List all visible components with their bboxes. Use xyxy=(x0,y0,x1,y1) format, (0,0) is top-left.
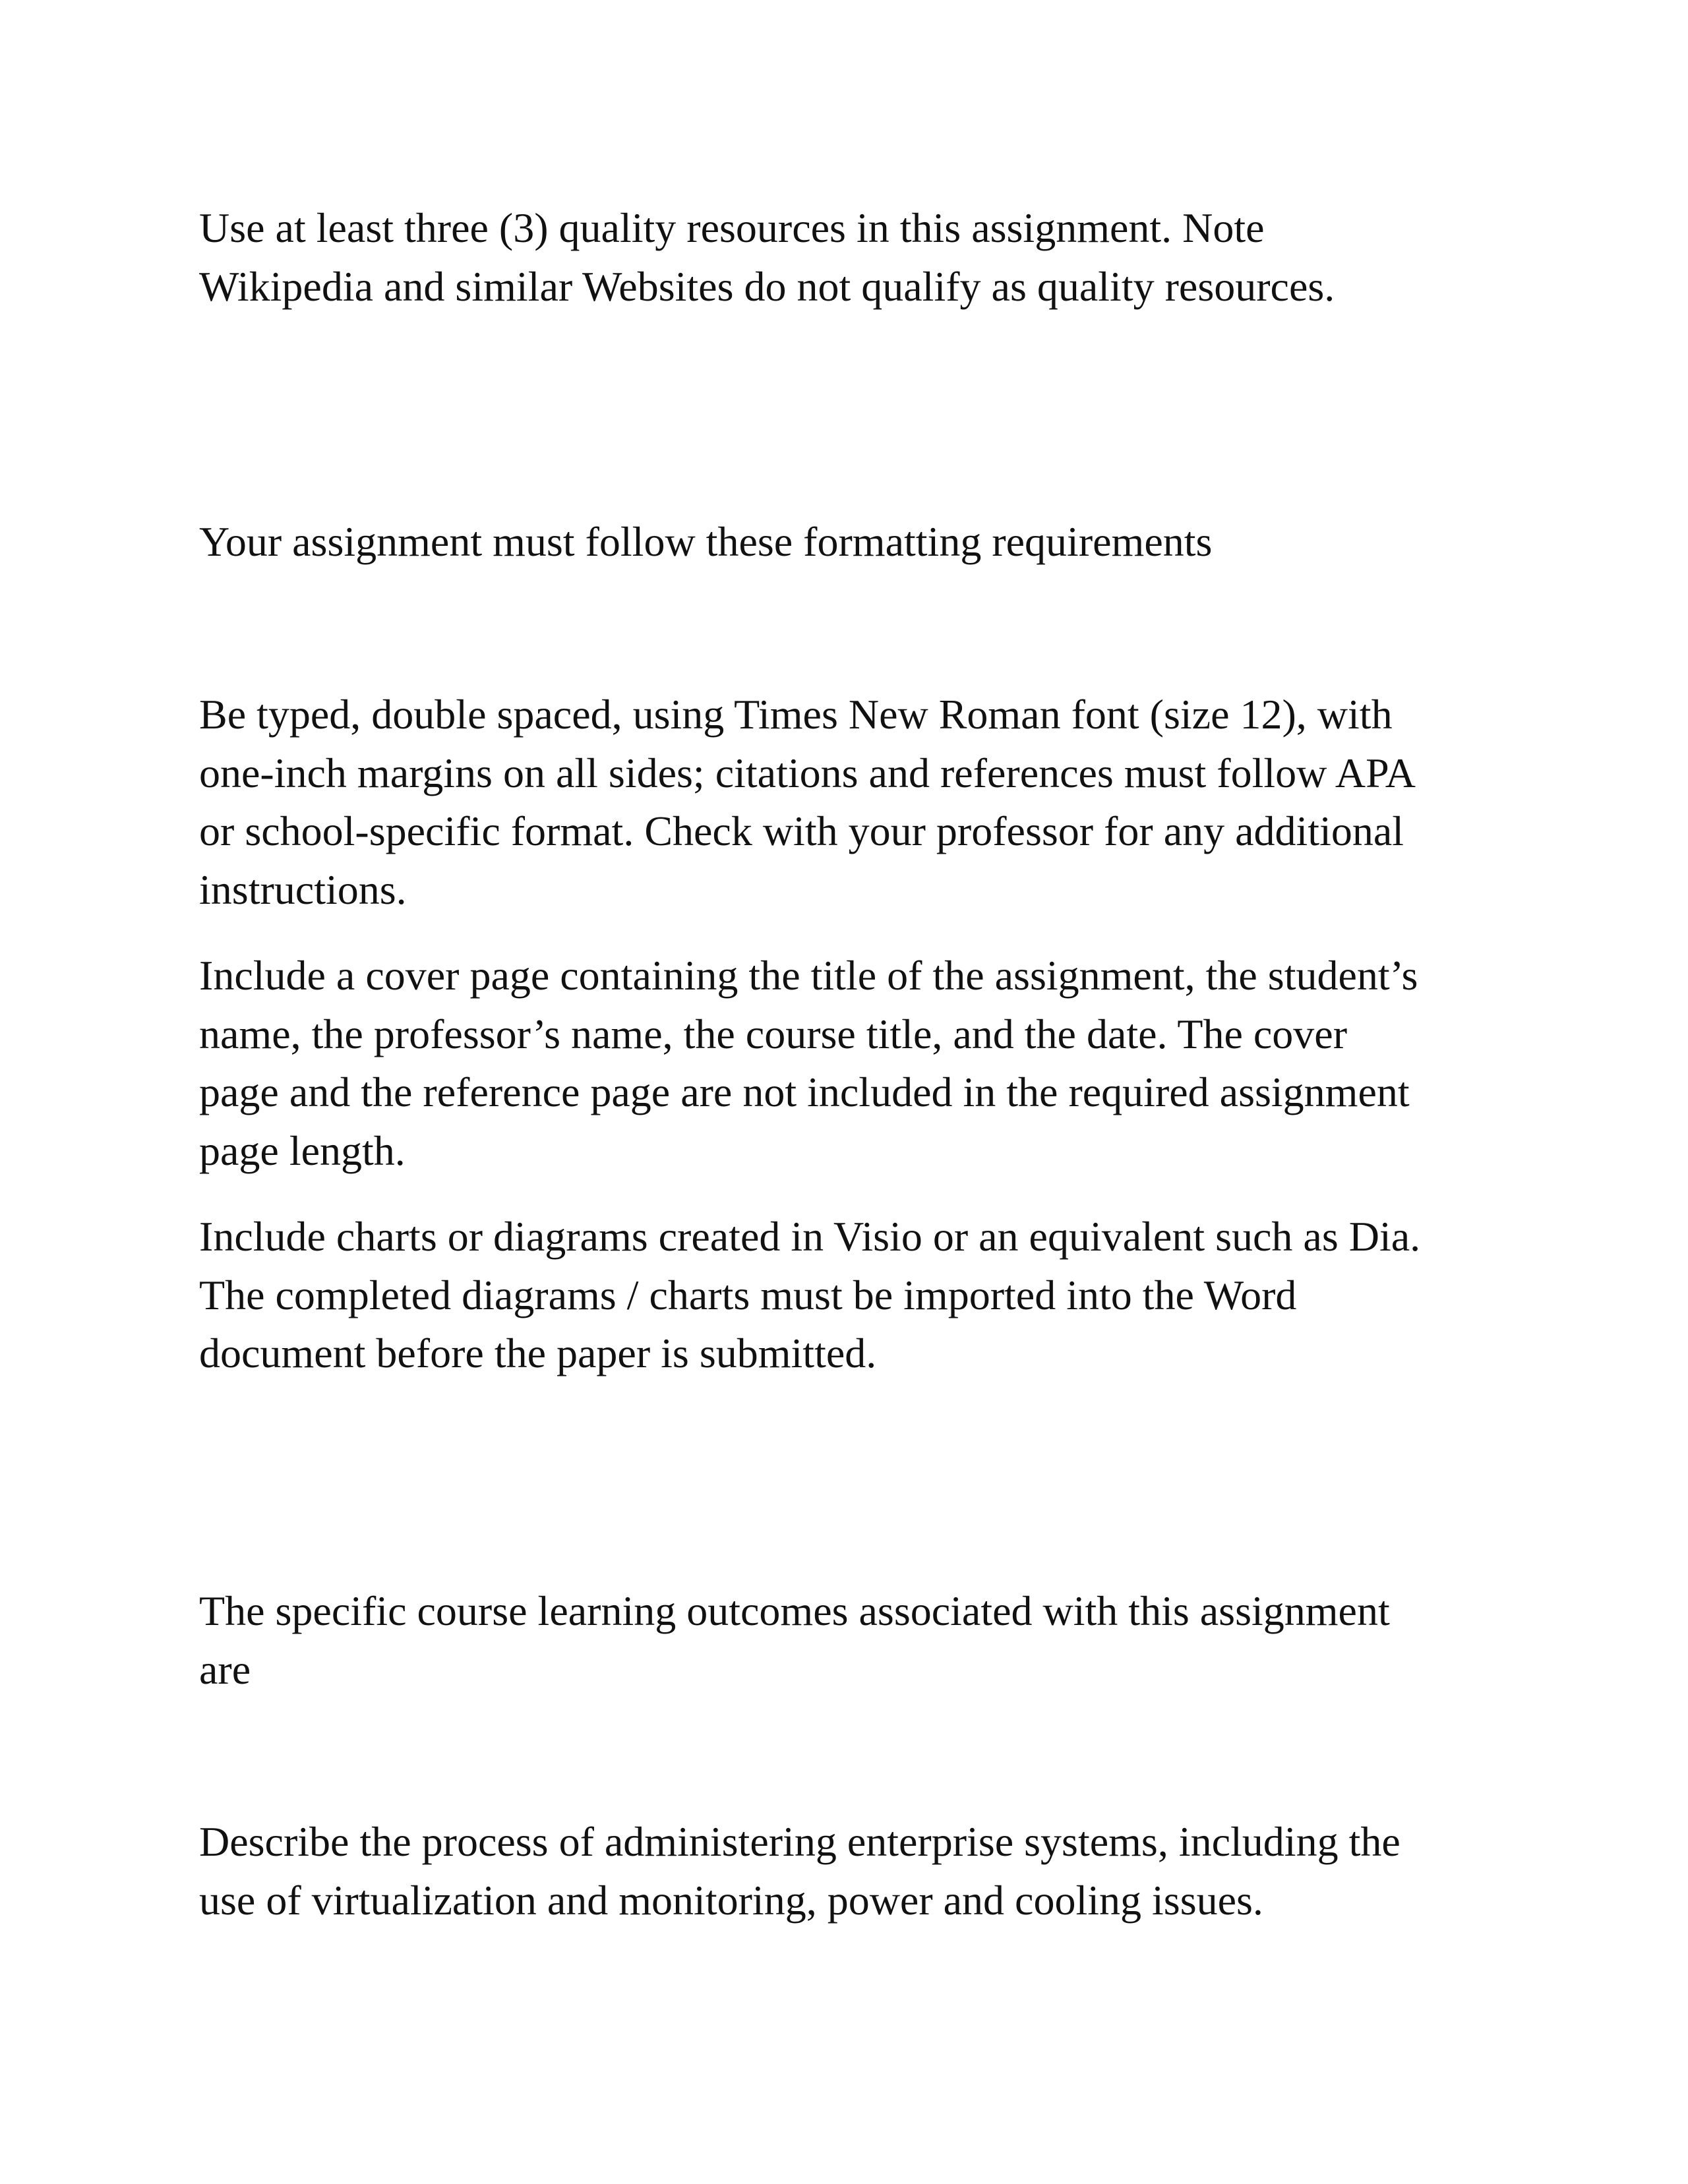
text-line: name, the professor’s name, the course title, and the date. The cover xyxy=(199,1010,1347,1057)
learning-outcomes-heading xyxy=(199,1582,1518,1699)
text-line: one-inch margins on all sides; citations and references must follow APA xyxy=(199,749,1416,796)
text-line: The completed diagrams / charts must be imported into the Word xyxy=(199,1271,1297,1318)
resources-note-paragraph xyxy=(199,199,1518,316)
text-line: instructions. xyxy=(199,866,407,913)
text-line: Describe the process of administering enterprise systems, including the xyxy=(199,1818,1401,1865)
text-line: Wikipedia and similar Websites do not qualify as quality resources. xyxy=(199,262,1335,310)
learning-outcome-paragraph xyxy=(199,1813,1518,1930)
text-line: Include charts or diagrams created in Visio or an equivalent such as Dia. xyxy=(199,1213,1421,1260)
text-line: Use at least three (3) quality resources in this assignment. Note xyxy=(199,204,1265,251)
text-line: page and the reference page are not included in the required assignment xyxy=(199,1069,1410,1115)
charts-requirements-paragraph xyxy=(199,1208,1518,1383)
text-line: use of virtualization and monitoring, power and cooling issues. xyxy=(199,1876,1263,1924)
text-line: or school-specific format. Check with your professor for any additional xyxy=(199,808,1404,854)
text-line: document before the paper is submitted. xyxy=(199,1330,877,1376)
formatting-requirements-heading xyxy=(199,513,1518,572)
typing-requirements-paragraph xyxy=(199,686,1518,919)
text-line: Be typed, double spaced, using Times New Roman font (size 12), with xyxy=(199,691,1393,738)
text-line: page length. xyxy=(199,1127,406,1174)
cover-page-requirements-paragraph xyxy=(199,947,1518,1180)
text-line: Include a cover page containing the title of the assignment, the student’s xyxy=(199,952,1418,999)
text-line: are xyxy=(199,1645,251,1693)
text-line: The specific course learning outcomes associated with this assignment xyxy=(199,1587,1390,1634)
text-line: Your assignment must follow these formatting requirements xyxy=(199,518,1213,565)
